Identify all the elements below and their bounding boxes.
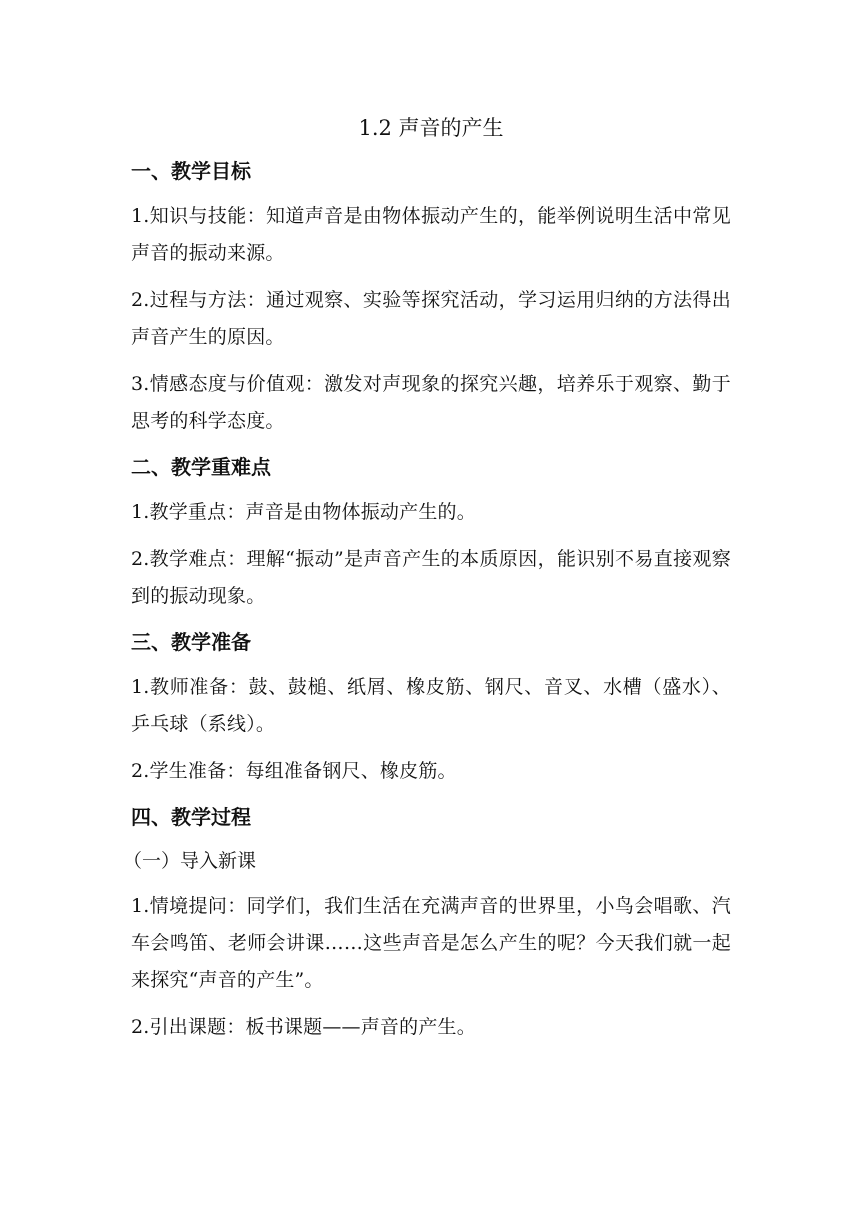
objective-process-paragraph: 2.过程与方法：通过观察、实验等探究活动，学习运用归纳的方法得出声音产生的原因。 (131, 289, 731, 348)
objective-knowledge-paragraph: 1.知识与技能：知道声音是由物体振动产生的，能举例说明生活中常见声音的振动来源。 (131, 205, 731, 264)
section-heading-objectives: 一、教学目标 (131, 159, 251, 183)
subsection-heading-introduction: （一）导入新课 (123, 850, 257, 872)
section-heading-preparation: 三、教学准备 (131, 630, 251, 654)
key-point-paragraph: 1.教学重点：声音是由物体振动产生的。 (131, 501, 476, 523)
difficult-point-paragraph: 2.教学难点：理解“振动”是声音产生的本质原因，能识别不易直接观察到的振动现象。 (131, 548, 731, 607)
introduction-topic-paragraph: 2.引出课题：板书课题——声音的产生。 (131, 1016, 476, 1038)
teacher-preparation-paragraph: 1.教师准备：鼓、鼓槌、纸屑、橡皮筋、钢尺、音叉、水槽（盛水）、乒乓球（系线）。 (131, 676, 731, 735)
section-heading-key-points: 二、教学重难点 (131, 455, 271, 479)
section-heading-process: 四、教学过程 (131, 805, 251, 829)
document-page (123, 108, 731, 1056)
document-title: 1.2 声音的产生 (358, 116, 504, 140)
objective-attitude-paragraph: 3.情感态度与价值观：激发对声现象的探究兴趣，培养乐于观察、勤于思考的科学态度。 (131, 373, 731, 432)
introduction-question-paragraph: 1.情境提问：同学们，我们生活在充满声音的世界里，小鸟会唱歌、汽车会鸣笛、老师会讲课……这些声音是怎么产生的呢？今天我们就一起来探究“声音的产生”。 (131, 895, 731, 991)
student-preparation-paragraph: 2.学生准备：每组准备钢尺、橡皮筋。 (131, 760, 457, 782)
